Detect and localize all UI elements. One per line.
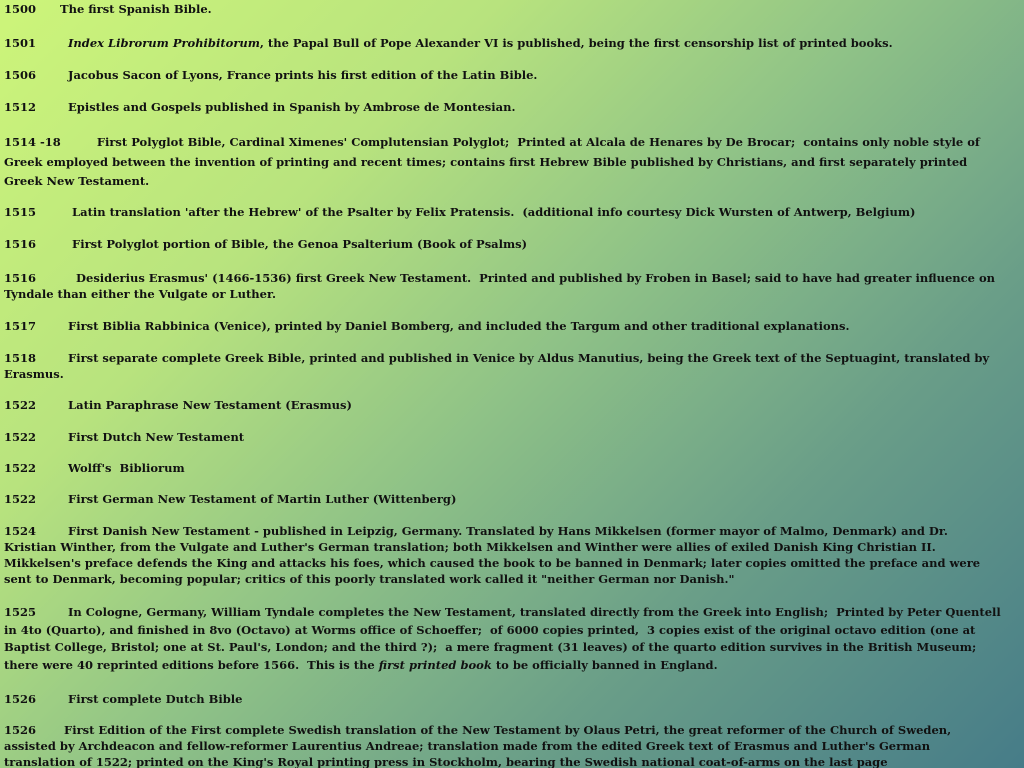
- entry-1516-erasmus: 1516 Desiderius Erasmus' (1466-1536) first Greek New Testament. Printed and published by Froben in Basel; said to have had greater influence on Tyndale than either the Vulgate or Luther.: [4, 271, 999, 301]
- entry-1512: 1512 Epistles and Gospels published in Spanish by Ambrose de Montesian.: [4, 100, 516, 114]
- entry-1500: 1500 The first Spanish Bible.: [4, 2, 212, 16]
- entry-1506: 1506 Jacobus Sacon of Lyons, France prints his first edition of the Latin Bible.: [4, 68, 538, 82]
- entry-1525-rest: to be officially banned in England.: [491, 657, 718, 672]
- entry-1525-emphasis: first printed book: [378, 657, 492, 672]
- entry-1526-dutch-bible: 1526 First complete Dutch Bible: [4, 692, 243, 706]
- entry-1515: 1515 Latin translation 'after the Hebrew' of the Psalter by Felix Pratensis. (additional info courtesy Dick Wursten of Antwerp, Belgium): [4, 205, 916, 219]
- entry-1501-lead: 1501: [4, 36, 69, 50]
- entry-1517: 1517 First Biblia Rabbinica (Venice), printed by Daniel Bomberg, and included the Targum and other traditional explanations.: [4, 319, 850, 333]
- entry-1522-luther: 1522 First German New Testament of Martin Luther (Wittenberg): [4, 492, 457, 506]
- entry-1525-text: 1525 In Cologne, Germany, William Tyndale completes the New Testament, translated directly from the Greek into English; Printed by Peter Quentell in 4to (Quarto), and finished in 8vo (Octavo) at Worms office of Schoeffer; of 6000 copies printed, 3 copies exist of the original octavo edition (one at Baptist College, Bristol; one at St. Paul's, London; and the third ?); a mere fragment (31 leaves) of the quarto edition survives in the British Museum; there were 40 reprinted editions before 1566. This is the: [4, 605, 1005, 672]
- entry-1526-swedish: 1526 First Edition of the First complete Swedish translation of the New Testament by Olaus Petri, the great reformer of the Church of Sweden, assisted by Archdeacon and fellow-reformer Laurentius Andreae; translation made from the edited Greek text of Erasmus and Luther's German translation of 1522; printed on the King's Royal printing press in Stockholm, bearing the Swedish national coat-of-arms on the last page: [4, 723, 956, 768]
- entry-1501-rest: , the Papal Bull of Pope Alexander VI is published, being the first censorship list of printed books.: [259, 36, 893, 50]
- entry-1501-title: Index Librorum Prohibitorum: [68, 36, 260, 50]
- entry-1522-paraphrase: 1522 Latin Paraphrase New Testament (Erasmus): [4, 398, 352, 412]
- entry-1525: [4, 604, 1004, 674]
- entry-1518: 1518 First separate complete Greek Bible, printed and published in Venice by Aldus Manutius, being the Greek text of the Septuagint, translated by Erasmus.: [4, 351, 994, 381]
- entry-1516-psalterium: 1516 First Polyglot portion of Bible, the Genoa Psalterium (Book of Psalms): [4, 237, 528, 251]
- entry-1524: 1524 First Danish New Testament - published in Leipzig, Germany. Translated by Hans Mikkelsen (former mayor of Malmo, Denmark) and Dr. Kristian Winther, from the Vulgate and Luther's German translation; both Mikkelsen and Winther were allies of exiled Danish King Christian II. Mikkelsen's preface defends the King and attacks his foes, which caused the book to be banned in Denmark; later copies omitted the preface and were sent to Denmark, becoming popular; critics of this poorly translated work called it "neither German nor Danish.": [4, 524, 985, 586]
- entry-1522-wolff: 1522 Wolff's Bibliorum: [4, 461, 185, 475]
- entry-1501: [4, 35, 1004, 51]
- entry-1514: 1514 -18 First Polyglot Bible, Cardinal Ximenes' Complutensian Polyglot; Printed at Alcala de Henares by De Brocar; contains only noble style of Greek employed between the invention of printing and recent times; contains first Hebrew Bible published by Christians, and first separately printed Greek New Testament.: [4, 135, 984, 188]
- entry-1522-dutch: 1522 First Dutch New Testament: [4, 430, 245, 444]
